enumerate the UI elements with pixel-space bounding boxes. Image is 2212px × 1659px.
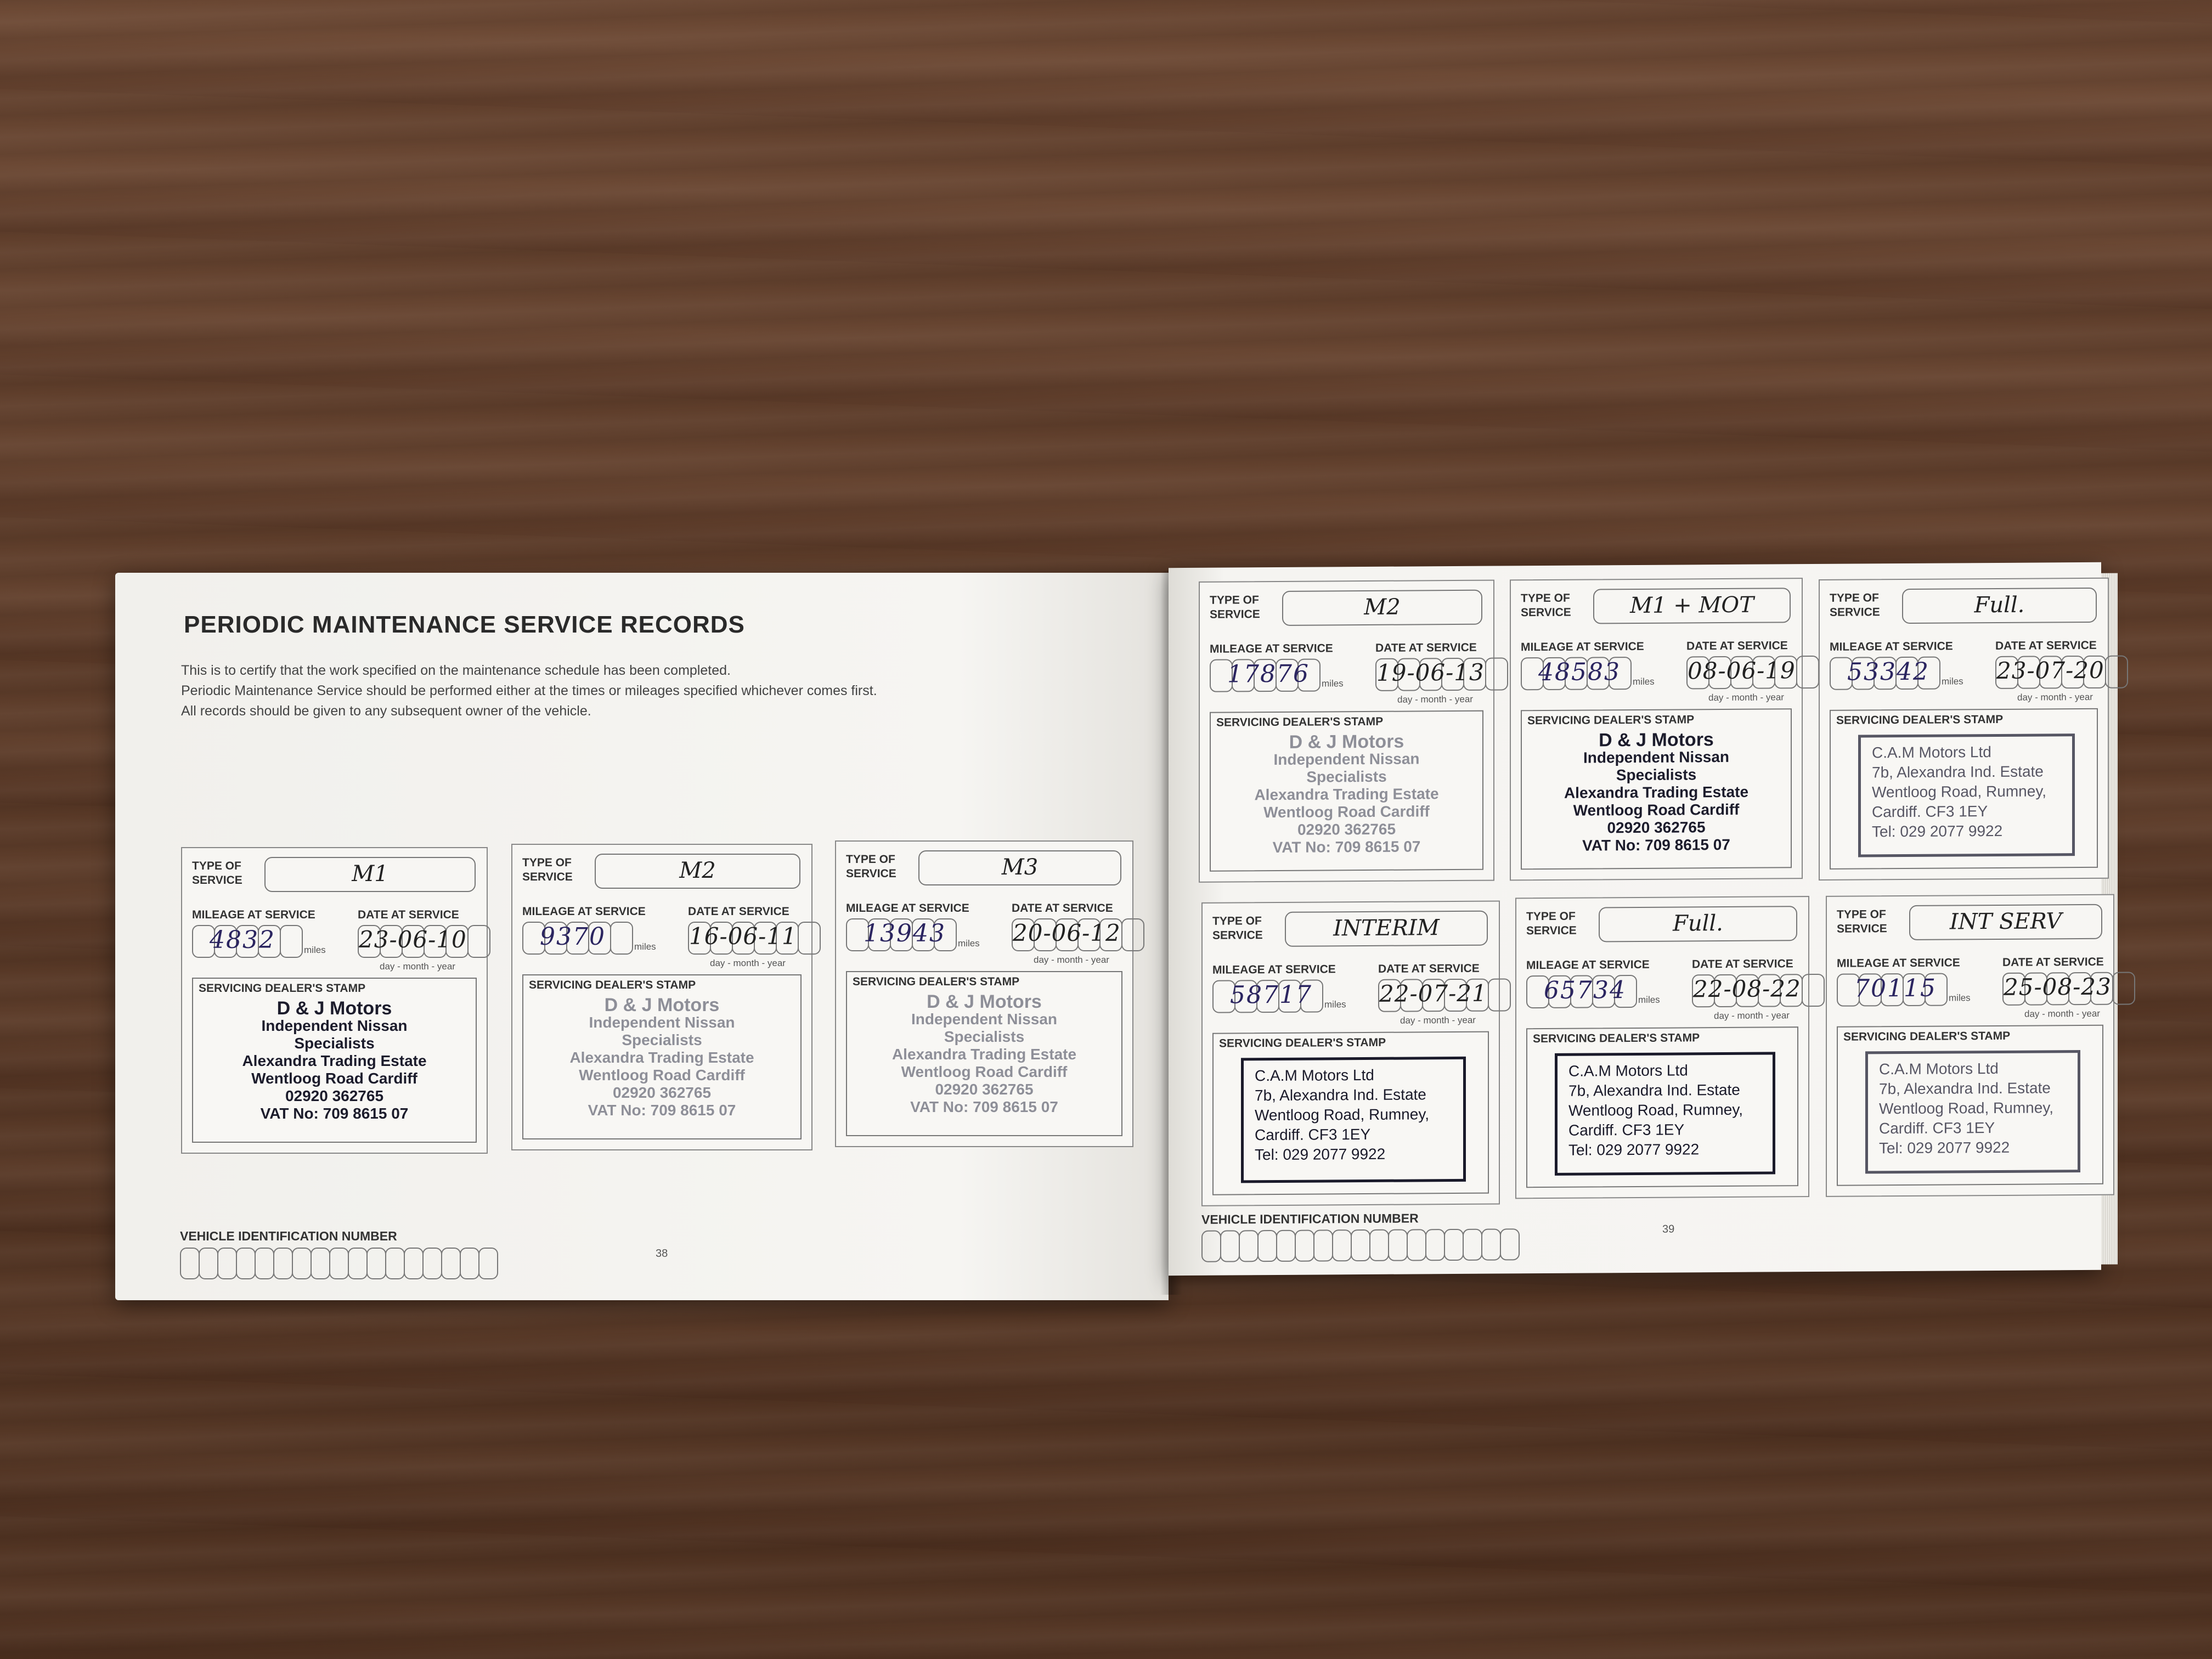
- stamp-label: SERVICING DEALER'S STAMP: [853, 975, 1020, 988]
- date-label: DATE AT SERVICE: [1995, 639, 2097, 652]
- type-of-service-value: M3: [1001, 855, 1039, 880]
- dealer-stamp-area: [1526, 1026, 1798, 1188]
- type-of-service-label: TYPE OF SERVICE: [1526, 910, 1577, 938]
- miles-unit: miles: [634, 941, 656, 952]
- date-format-hint: day - month - year: [1714, 1010, 1790, 1022]
- mileage-value: 53342: [1847, 657, 1929, 686]
- date-format-hint: day - month - year: [1708, 692, 1784, 703]
- date-format-hint: day - month - year: [1397, 693, 1473, 705]
- stamp-line: 02920 362765: [285, 1087, 384, 1104]
- type-of-service-field: [1282, 590, 1482, 626]
- stamp-line: Wentloog Road, Rumney,: [1872, 782, 2047, 801]
- intro-line: All records should be given to any subsequent owner of the vehicle.: [181, 703, 591, 719]
- service-record: [1510, 578, 1803, 881]
- vin-boxes: [180, 1248, 497, 1279]
- dealer-stamp-dj: [193, 1000, 476, 1122]
- type-of-service-label: TYPE OF SERVICE: [1210, 594, 1260, 621]
- stamp-line: Independent Nissan: [589, 1014, 735, 1031]
- mileage-value: 9370: [540, 923, 606, 951]
- page-number: 38: [656, 1248, 668, 1260]
- date-format-hint: day - month - year: [1400, 1014, 1476, 1026]
- type-of-service-label: TYPE OF SERVICE: [1521, 591, 1571, 619]
- mileage-label: MILEAGE AT SERVICE: [1210, 642, 1333, 656]
- stamp-line: D & J Motors: [1289, 731, 1404, 753]
- mileage-value: 70115: [1854, 974, 1937, 1003]
- dealer-stamp-cam: [1555, 1052, 1775, 1175]
- mileage-label: MILEAGE AT SERVICE: [522, 905, 646, 918]
- stamp-line: Cardiff. CF3 1EY: [1879, 1119, 1995, 1137]
- stamp-line: Wentloog Road, Rumney,: [1568, 1101, 1743, 1119]
- stamp-label: SERVICING DEALER'S STAMP: [1836, 713, 2004, 727]
- date-label: DATE AT SERVICE: [1378, 962, 1480, 975]
- dealer-stamp-area: [1521, 708, 1792, 870]
- stamp-line: VAT No: 709 8615 07: [260, 1105, 409, 1122]
- dealer-stamp-area: [1212, 1031, 1489, 1195]
- intro-line: This is to certify that the work specified on the maintenance schedule has been completed.: [181, 663, 731, 678]
- vin-label: VEHICLE IDENTIFICATION NUMBER: [180, 1229, 397, 1243]
- date-label: DATE AT SERVICE: [1012, 902, 1113, 915]
- stamp-line: Wentloog Road Cardiff: [1263, 803, 1430, 821]
- stamp-line: 02920 362765: [935, 1081, 1034, 1098]
- stamp-line: Tel: 029 2077 9922: [1568, 1141, 1700, 1159]
- type-of-service-label: TYPE OF SERVICE: [522, 856, 573, 883]
- stamp-line: Independent Nissan: [911, 1011, 1058, 1028]
- stamp-line: Alexandra Trading Estate: [1564, 783, 1749, 802]
- date-value: 23-07-20: [1996, 656, 2104, 684]
- page-number: 39: [1662, 1223, 1675, 1235]
- stamp-line: Tel: 029 2077 9922: [1872, 822, 2003, 840]
- date-label: DATE AT SERVICE: [2002, 955, 2104, 969]
- stamp-line: Specialists: [622, 1031, 702, 1048]
- type-of-service-field: [918, 850, 1121, 885]
- type-of-service-label: TYPE OF SERVICE: [1212, 915, 1263, 942]
- date-format-hint: day - month - year: [1034, 955, 1109, 965]
- stamp-line: C.A.M Motors Ltd: [1872, 743, 1991, 761]
- stamp-line: Tel: 029 2077 9922: [1879, 1138, 2010, 1157]
- miles-unit: miles: [304, 945, 326, 955]
- mileage-label: MILEAGE AT SERVICE: [846, 902, 969, 915]
- stamp-line: Specialists: [294, 1035, 375, 1052]
- stamp-line: Independent Nissan: [261, 1017, 408, 1034]
- stamp-line: Wentloog Road Cardiff: [251, 1070, 417, 1087]
- stamp-line: D & J Motors: [276, 998, 392, 1019]
- dealer-stamp-area: [1837, 1025, 2103, 1186]
- stamp-line: D & J Motors: [604, 995, 720, 1015]
- mileage-label: MILEAGE AT SERVICE: [1837, 956, 1960, 970]
- miles-unit: miles: [958, 938, 980, 949]
- dealer-stamp-area: [1210, 710, 1483, 872]
- date-value: 19-06-13: [1376, 658, 1485, 686]
- stamp-line: Cardiff. CF3 1EY: [1255, 1125, 1371, 1144]
- dealer-stamp-area: [192, 978, 477, 1143]
- stamp-line: 02920 362765: [1607, 819, 1706, 837]
- miles-unit: miles: [1638, 994, 1660, 1005]
- service-record: [1201, 901, 1500, 1206]
- dealer-stamp-area: [522, 974, 802, 1139]
- stamp-line: C.A.M Motors Ltd: [1255, 1066, 1374, 1085]
- page-title: PERIODIC MAINTENANCE SERVICE RECORDS: [184, 611, 745, 638]
- stamp-line: Specialists: [944, 1028, 1025, 1045]
- date-label: DATE AT SERVICE: [1375, 641, 1477, 654]
- date-label: DATE AT SERVICE: [1692, 957, 1793, 971]
- stamp-line: 7b, Alexandra Ind. Estate: [1872, 763, 2044, 781]
- intro-text: [181, 661, 1086, 721]
- type-of-service-field: [1902, 588, 2097, 624]
- stamp-line: Wentloog Road Cardiff: [901, 1063, 1068, 1080]
- type-of-service-value: M1: [352, 861, 388, 887]
- mileage-value: 58717: [1230, 980, 1312, 1009]
- date-value: 20-06-12: [1013, 919, 1121, 946]
- stamp-line: Alexandra Trading Estate: [569, 1049, 754, 1066]
- stamp-line: Independent Nissan: [1583, 748, 1730, 766]
- dealer-stamp-area: [1830, 708, 2098, 870]
- vin-boxes: [1201, 1228, 1519, 1262]
- miles-unit: miles: [1324, 999, 1346, 1010]
- service-record: [181, 847, 488, 1154]
- stamp-line: Wentloog Road, Rumney,: [1255, 1105, 1430, 1124]
- date-label: DATE AT SERVICE: [358, 909, 459, 921]
- right-page: [1169, 562, 2112, 1276]
- type-of-service-field: [1593, 588, 1791, 624]
- mileage-label: MILEAGE AT SERVICE: [1526, 958, 1650, 972]
- stamp-line: Tel: 029 2077 9922: [1255, 1145, 1386, 1164]
- stamp-label: SERVICING DEALER'S STAMP: [1527, 713, 1695, 727]
- dealer-stamp-dj: [1211, 732, 1482, 857]
- stamp-line: Alexandra Trading Estate: [1254, 785, 1439, 804]
- stamp-line: 7b, Alexandra Ind. Estate: [1568, 1081, 1740, 1099]
- date-value: 25-08-23: [2004, 973, 2112, 1001]
- mileage-label: MILEAGE AT SERVICE: [192, 909, 315, 921]
- date-value: 22-08-22: [1693, 975, 1801, 1003]
- mileage-label: MILEAGE AT SERVICE: [1830, 640, 1953, 653]
- type-of-service-value: M1 + MOT: [1630, 592, 1754, 619]
- type-of-service-label: TYPE OF SERVICE: [192, 860, 242, 887]
- mileage-value: 65734: [1544, 976, 1626, 1005]
- stamp-line: Specialists: [1616, 766, 1697, 784]
- stamp-line: Wentloog Road Cardiff: [579, 1066, 745, 1084]
- dealer-stamp-dj: [1522, 730, 1791, 855]
- stamp-line: Wentloog Road Cardiff: [1573, 800, 1740, 819]
- stamp-line: Independent Nissan: [1273, 750, 1420, 769]
- type-of-service-field: [595, 854, 800, 889]
- miles-unit: miles: [1949, 992, 1971, 1003]
- date-label: DATE AT SERVICE: [688, 905, 789, 918]
- type-of-service-field: [1909, 904, 2102, 940]
- stamp-label: SERVICING DEALER'S STAMP: [1533, 1031, 1700, 1046]
- type-of-service-value: Full.: [1974, 592, 2025, 618]
- stamp-label: SERVICING DEALER'S STAMP: [1219, 1036, 1386, 1050]
- service-record: [1515, 896, 1809, 1199]
- dealer-stamp-cam: [1858, 733, 2075, 857]
- dealer-stamp-dj: [523, 996, 800, 1119]
- type-of-service-value: INT SERV: [1949, 909, 2062, 935]
- service-record: [1819, 578, 2109, 881]
- mileage-label: MILEAGE AT SERVICE: [1212, 963, 1336, 977]
- date-format-hint: day - month - year: [2024, 1008, 2100, 1019]
- stamp-line: D & J Motors: [927, 991, 1042, 1012]
- date-format-hint: day - month - year: [380, 961, 455, 972]
- type-of-service-value: Full.: [1673, 911, 1723, 936]
- service-record: [1826, 894, 2114, 1197]
- stamp-line: Wentloog Road, Rumney,: [1879, 1099, 2054, 1118]
- service-book: [115, 565, 2145, 1317]
- type-of-service-value: M2: [1364, 594, 1401, 620]
- stamp-line: Specialists: [1306, 768, 1387, 786]
- service-record: [835, 840, 1133, 1147]
- stamp-line: C.A.M Motors Ltd: [1879, 1059, 1999, 1078]
- date-value: 08-06-19: [1688, 657, 1796, 685]
- stamp-line: 7b, Alexandra Ind. Estate: [1255, 1086, 1426, 1104]
- mileage-value: 17876: [1227, 659, 1310, 689]
- miles-unit: miles: [1633, 676, 1655, 687]
- dealer-stamp-dj: [847, 993, 1121, 1116]
- stamp-line: Alexandra Trading Estate: [242, 1052, 427, 1069]
- service-record: [1199, 580, 1494, 883]
- stamp-line: Cardiff. CF3 1EY: [1872, 803, 1988, 821]
- type-of-service-field: [1285, 911, 1488, 947]
- vin-label: VEHICLE IDENTIFICATION NUMBER: [1201, 1211, 1419, 1227]
- dealer-stamp-cam: [1865, 1050, 2080, 1173]
- stamp-line: C.A.M Motors Ltd: [1568, 1062, 1688, 1080]
- stamp-line: 7b, Alexandra Ind. Estate: [1879, 1079, 2051, 1098]
- type-of-service-value: M2: [679, 858, 716, 883]
- stamp-label: SERVICING DEALER'S STAMP: [199, 982, 366, 995]
- date-value: 22-07-21: [1379, 979, 1487, 1007]
- stamp-line: Alexandra Trading Estate: [891, 1046, 1077, 1063]
- stamp-line: VAT No: 709 8615 07: [1582, 836, 1730, 854]
- stamp-line: VAT No: 709 8615 07: [910, 1098, 1058, 1115]
- service-record: [511, 844, 812, 1150]
- stamp-line: Cardiff. CF3 1EY: [1568, 1121, 1685, 1139]
- stamp-line: 02920 362765: [1297, 820, 1396, 838]
- date-format-hint: day - month - year: [710, 958, 786, 968]
- type-of-service-label: TYPE OF SERVICE: [846, 853, 896, 880]
- stamp-line: VAT No: 709 8615 07: [1272, 838, 1421, 856]
- type-of-service-field: [1599, 906, 1797, 942]
- mileage-value: 4832: [210, 926, 275, 954]
- type-of-service-value: INTERIM: [1333, 915, 1440, 941]
- date-label: DATE AT SERVICE: [1686, 639, 1788, 653]
- type-of-service-label: TYPE OF SERVICE: [1830, 591, 1880, 619]
- stamp-label: SERVICING DEALER'S STAMP: [1843, 1029, 2011, 1043]
- mileage-label: MILEAGE AT SERVICE: [1521, 640, 1644, 654]
- date-value: 16-06-11: [689, 923, 797, 950]
- date-value: 23-06-10: [359, 926, 467, 953]
- stamp-label: SERVICING DEALER'S STAMP: [1216, 715, 1384, 729]
- type-of-service-field: [264, 857, 476, 892]
- miles-unit: miles: [1942, 676, 1963, 687]
- stamp-label: SERVICING DEALER'S STAMP: [529, 979, 696, 991]
- intro-line: Periodic Maintenance Service should be performed either at the times or mileages specified whichever comes first.: [181, 683, 877, 698]
- type-of-service-label: TYPE OF SERVICE: [1837, 908, 1887, 935]
- stamp-line: 02920 362765: [612, 1084, 712, 1101]
- miles-unit: miles: [1322, 678, 1344, 689]
- dealer-stamp-area: [846, 971, 1122, 1136]
- mileage-value: 48583: [1538, 658, 1621, 687]
- left-page: [115, 573, 1169, 1300]
- stamp-line: VAT No: 709 8615 07: [588, 1102, 736, 1119]
- dealer-stamp-cam: [1241, 1057, 1466, 1183]
- mileage-value: 13943: [864, 919, 946, 947]
- stamp-line: D & J Motors: [1599, 729, 1714, 751]
- date-format-hint: day - month - year: [2017, 691, 2093, 703]
